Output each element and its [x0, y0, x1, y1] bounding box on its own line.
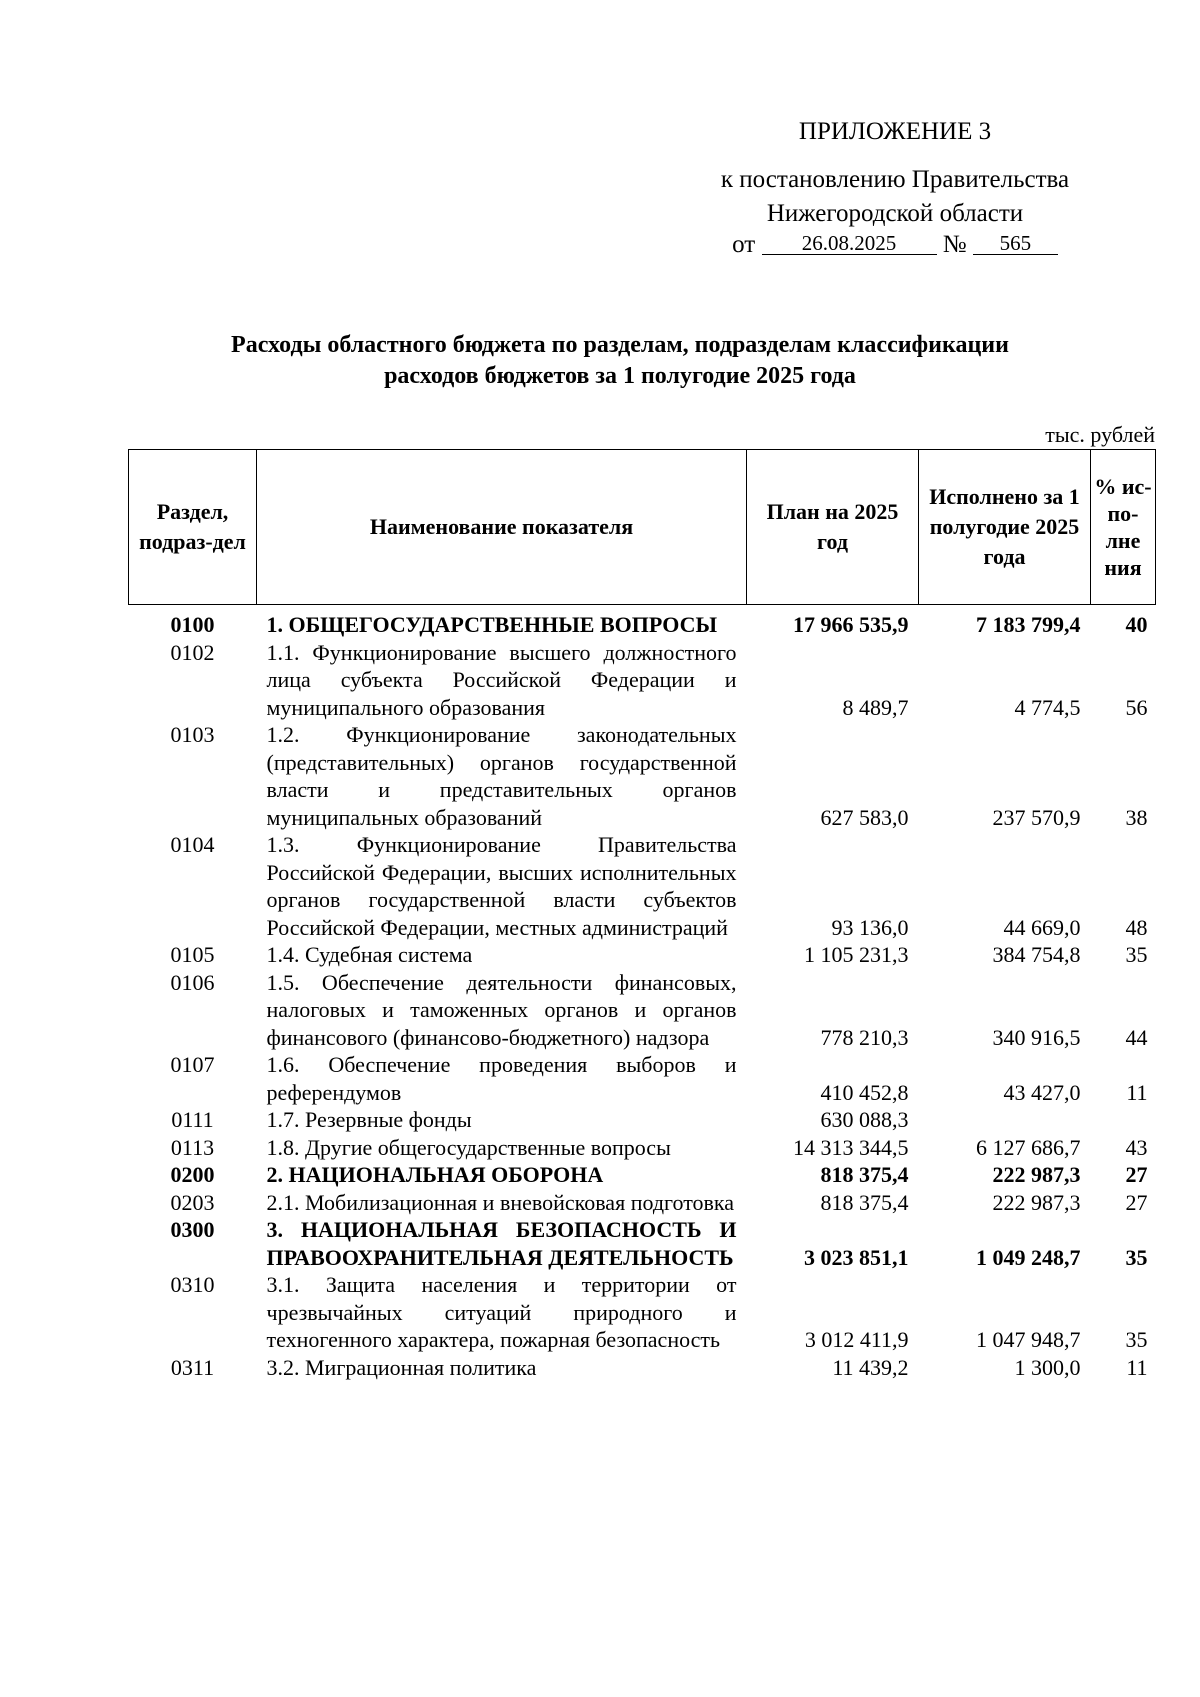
cell-executed: 4 774,5	[1014, 694, 1081, 720]
table-row	[129, 639, 1156, 722]
cell-code: 0310	[170, 1272, 215, 1297]
cell-code: 0104	[170, 832, 215, 857]
table-header-row	[129, 450, 1156, 605]
cell-name: 1.8. Другие общегосударственные вопросы	[266, 1134, 671, 1160]
cell-plan: 778 210,3	[820, 1024, 909, 1050]
decree-date: 26.08.2025	[762, 232, 937, 255]
cell-plan: 630 088,3	[820, 1107, 909, 1132]
table-row	[129, 611, 1156, 639]
cell-plan: 627 583,0	[820, 804, 909, 830]
cell-code: 0105	[170, 942, 215, 967]
cell-name: 1.1. Функционирование высшего должностного лица субъекта Российской Федерации и муниципального образования	[266, 639, 737, 720]
cell-code: 0203	[170, 1189, 215, 1215]
appendix-block	[680, 115, 1110, 259]
table-row	[129, 721, 1156, 831]
cell-code: 0106	[170, 969, 215, 995]
units-label: тыс. рублей	[1045, 422, 1155, 447]
cell-name: 3. НАЦИОНАЛЬНАЯ БЕЗОПАСНОСТЬ И ПРАВООХРАНИТЕЛЬНАЯ ДЕЯТЕЛЬНОСТЬ	[266, 1217, 737, 1270]
cell-name: 2. НАЦИОНАЛЬНАЯ ОБОРОНА	[266, 1162, 604, 1187]
cell-name: 3.2. Миграционная политика	[266, 1354, 537, 1380]
header-percent: % ис-по-лне ния	[1091, 450, 1156, 605]
cell-code: 0102	[170, 639, 215, 665]
cell-executed: 1 300,0	[1014, 1354, 1081, 1380]
cell-percent: 44	[1125, 1024, 1148, 1050]
cell-code: 0111	[171, 1107, 214, 1132]
cell-code: 0311	[170, 1354, 215, 1380]
table-row	[129, 1106, 1156, 1134]
cell-executed: 222 987,3	[992, 1162, 1081, 1187]
cell-executed: 222 987,3	[992, 1189, 1081, 1215]
cell-executed: 340 916,5	[992, 1024, 1081, 1050]
cell-plan: 3 023 851,1	[804, 1244, 909, 1270]
table-row	[129, 969, 1156, 1052]
appendix-line-2: Нижегородской области	[766, 200, 1024, 227]
cell-percent: 40	[1125, 612, 1148, 637]
table-row	[129, 1134, 1156, 1162]
cell-code: 0107	[170, 1052, 215, 1077]
cell-name: 2.1. Мобилизационная и вневойсковая подготовка	[266, 1189, 735, 1215]
header-plan: План на 2025 год	[747, 450, 919, 605]
cell-plan: 17 966 535,9	[793, 612, 909, 637]
cell-percent	[1091, 1106, 1156, 1134]
header-name: Наименование показателя	[257, 450, 747, 605]
table-row	[129, 1189, 1156, 1217]
page-title-line-2: расходов бюджетов за 1 полугодие 2025 года	[384, 363, 856, 389]
expenses-table	[128, 449, 1156, 1381]
cell-percent: 35	[1125, 942, 1148, 967]
cell-plan: 1 105 231,3	[804, 942, 909, 967]
table-row	[129, 1161, 1156, 1189]
table-row	[129, 1271, 1156, 1354]
from-label: от	[732, 231, 756, 258]
page-title-line-1: Расходы областного бюджета по разделам, подразделам классификации	[231, 332, 1009, 358]
appendix-line-1: к постановлению Правительства	[720, 166, 1070, 193]
page-title	[120, 330, 1120, 392]
cell-plan: 818 375,4	[820, 1189, 909, 1215]
cell-percent: 48	[1125, 914, 1148, 940]
cell-executed: 1 049 248,7	[976, 1244, 1081, 1270]
cell-plan: 14 313 344,5	[793, 1134, 909, 1160]
cell-percent: 38	[1125, 804, 1148, 830]
table-row	[129, 1051, 1156, 1106]
cell-percent: 56	[1125, 694, 1148, 720]
cell-plan: 8 489,7	[842, 694, 909, 720]
cell-percent: 43	[1125, 1134, 1148, 1160]
cell-plan: 818 375,4	[820, 1162, 909, 1187]
cell-percent: 35	[1125, 1244, 1148, 1270]
cell-percent: 11	[1126, 1079, 1148, 1105]
cell-plan: 410 452,8	[820, 1079, 909, 1105]
decree-number-line	[680, 231, 1110, 259]
cell-percent: 35	[1125, 1327, 1148, 1352]
number-label: №	[942, 231, 967, 258]
table-row	[129, 1354, 1156, 1382]
decree-number: 565	[973, 232, 1058, 255]
cell-executed: 7 183 799,4	[976, 612, 1081, 637]
cell-executed: 1 047 948,7	[976, 1327, 1081, 1352]
table-row	[129, 941, 1156, 969]
cell-executed	[919, 1106, 1091, 1134]
table-body	[129, 605, 1156, 1382]
cell-code: 0300	[170, 1217, 215, 1242]
cell-name: 1.2. Функционирование законодательных (представительных) органов государственной власти и представительных органов муниципальных образований	[266, 722, 737, 830]
cell-plan: 93 136,0	[831, 914, 909, 940]
header-code: Раздел, подраз-дел	[129, 450, 257, 605]
cell-name: 3.1. Защита населения и территории от чрезвычайных ситуаций природного и техногенного характера, пожарная безопасность	[266, 1272, 737, 1352]
cell-plan: 3 012 411,9	[804, 1327, 909, 1352]
cell-code: 0103	[170, 722, 215, 747]
cell-name: 1.5. Обеспечение деятельности финансовых, налоговых и таможенных органов и органов финансового (финансово-бюджетного) надзора	[266, 969, 737, 1050]
cell-name: 1. ОБЩЕГОСУДАРСТВЕННЫЕ ВОПРОСЫ	[266, 612, 718, 637]
cell-percent: 27	[1125, 1189, 1148, 1215]
cell-executed: 44 669,0	[1003, 914, 1081, 940]
cell-percent: 27	[1125, 1162, 1148, 1187]
cell-executed: 237 570,9	[992, 804, 1081, 830]
header-executed: Исполнено за 1 полугодие 2025 года	[919, 450, 1091, 605]
cell-executed: 43 427,0	[1003, 1079, 1081, 1105]
appendix-title: ПРИЛОЖЕНИЕ 3	[798, 118, 992, 145]
cell-name: 1.3. Функционирование Правительства Российской Федерации, высших исполнительных органов государственной власти субъектов Российской Федерации, местных администраций	[266, 832, 737, 940]
cell-executed: 6 127 686,7	[976, 1134, 1081, 1160]
table-row	[129, 831, 1156, 941]
cell-name: 1.4. Судебная система	[266, 942, 473, 967]
cell-code: 0100	[170, 612, 215, 637]
table-row	[129, 1216, 1156, 1271]
cell-code: 0113	[170, 1134, 215, 1160]
cell-name: 1.7. Резервные фонды	[266, 1107, 472, 1132]
cell-percent: 11	[1126, 1354, 1148, 1380]
cell-code: 0200	[170, 1162, 215, 1187]
cell-name: 1.6. Обеспечение проведения выборов и референдумов	[266, 1052, 737, 1105]
cell-plan: 11 439,2	[832, 1354, 909, 1380]
cell-executed: 384 754,8	[992, 942, 1081, 967]
